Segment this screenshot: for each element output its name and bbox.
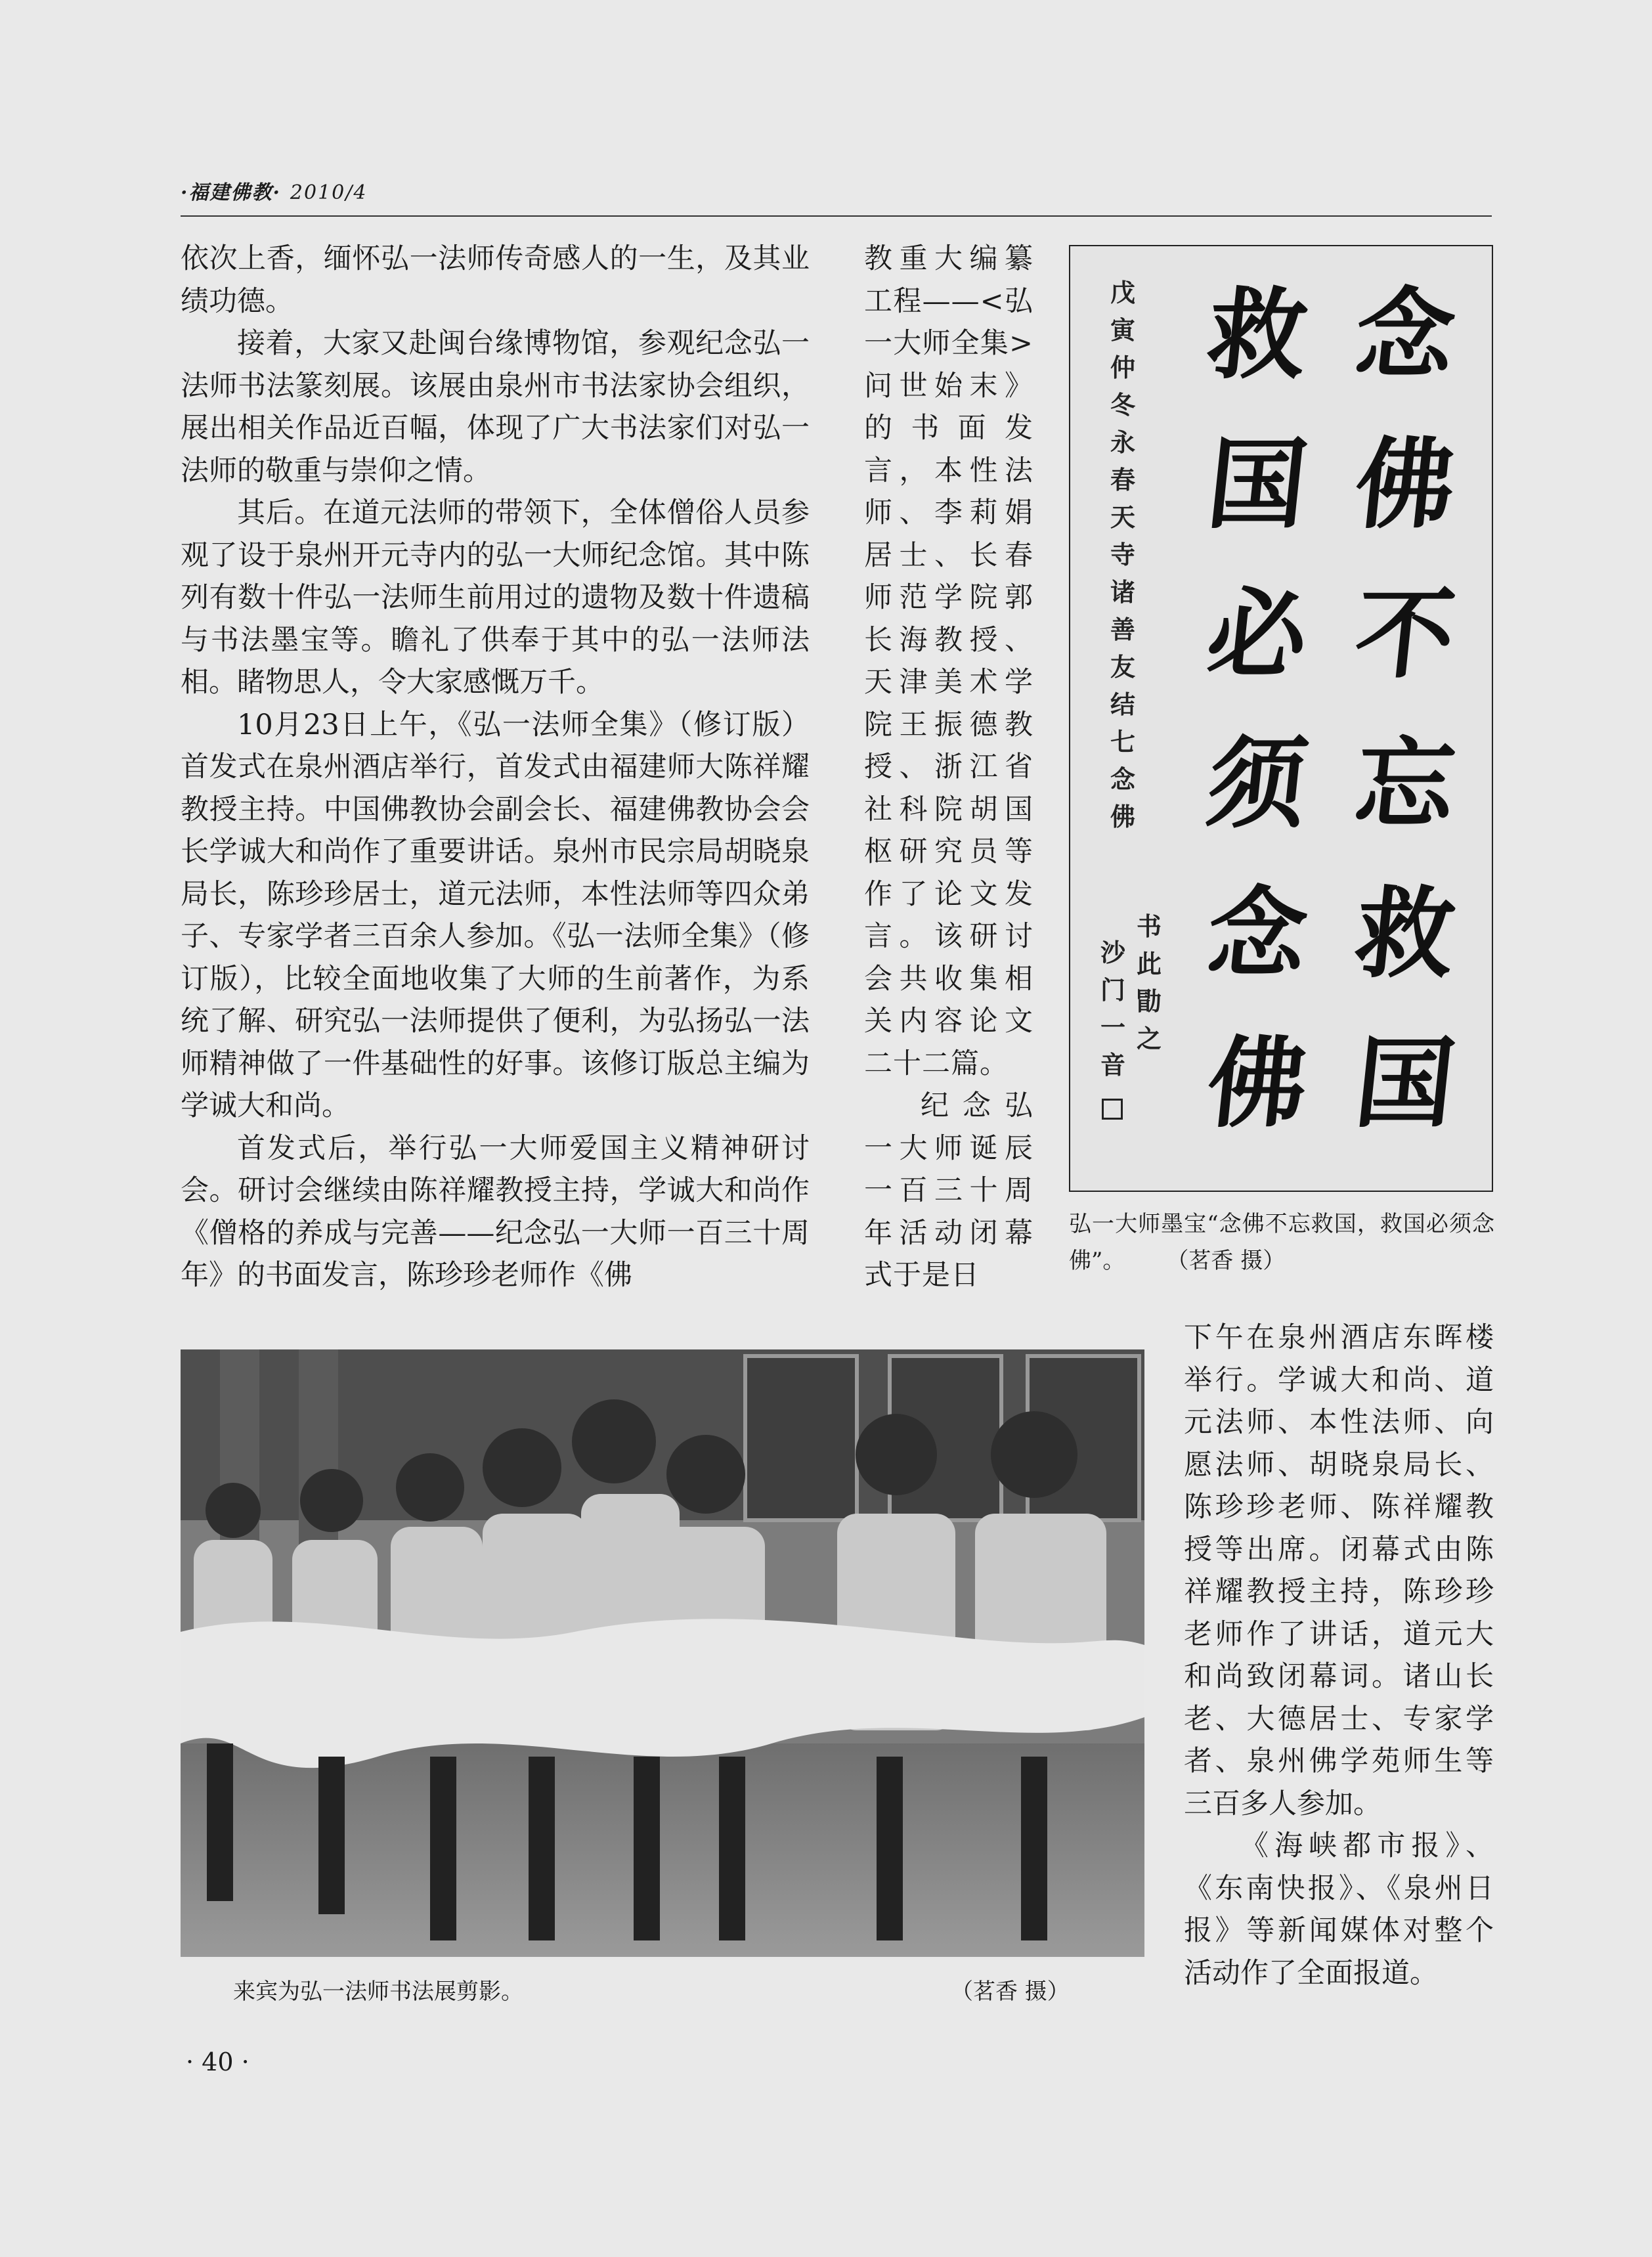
inscription-char: 结 — [1110, 690, 1135, 719]
seal-stamp — [1102, 1099, 1123, 1120]
paragraph: 纪念弘一大师诞辰一百三十周年活动闭幕式于是日 — [864, 1089, 1033, 1292]
calligraphy-char: 救 — [1202, 277, 1313, 393]
calligraphy-char: 必 — [1202, 577, 1313, 692]
ribbon-cutting-photo — [181, 1349, 1144, 1957]
calligraphy-char: 忘 — [1349, 726, 1461, 842]
calligraphy-char: 国 — [1349, 1026, 1461, 1141]
calligraphy-char: 救 — [1349, 876, 1461, 992]
photo-caption: 来宾为弘一法师书法展剪影。 — [233, 1979, 523, 2005]
inscription-char: 善 — [1110, 615, 1135, 644]
paragraph: 接着，大家又赴闽台缘博物馆，参观纪念弘一法师书法篆刻展。该展由泉州市书法家协会组织，展出相关作品近百幅，体现了广大书法家们对弘一法师的敬重与崇仰之情。 — [181, 327, 810, 487]
paragraph: 教重大编纂工程——<弘一大师全集>问世始末》的书面发言，本性法师、李莉娟居士、长春师范学院郭长海教授、天津美术学院王振德教授、浙江省社科院胡国枢研究员等作了论文发言。该研讨会共收集相关内容论文二十二篇。 — [864, 242, 1033, 1080]
paragraph: 其后。在道元法师的带领下，全体僧俗人员参观了设于泉州开元寺内的弘一大师纪念馆。其中陈列有数十件弘一法师生前用过的遗物及数十件遗稿与书法墨宝等。瞻礼了供奉于其中的弘一法师法相。睹物思人，令大家感慨万千。 — [181, 496, 810, 699]
inscription-char: 勖 — [1136, 986, 1162, 1016]
inscription-char: 天 — [1110, 502, 1135, 532]
inscription-char: 之 — [1136, 1024, 1162, 1053]
paragraph: 10月23日上午，《弘一法师全集》（修订版）首发式在泉州酒店举行，首发式由福建师大陈祥耀教授主持。中国佛教协会副会长、福建佛教协会会长学诚大和尚作了重要讲话。泉州市民宗局胡晓泉局长，陈珍珍居士，道元法师，本性法师等四众弟子、专家学者三百余人参加。《弘一法师全集》（修订版），比较全面地收集了大师的生前著作，为系统了解、研究弘一法师提供了便利，为弘扬弘一法师精神做了一件基础性的好事。该修订版总主编为学诚大和尚。 — [181, 708, 810, 1122]
inscription-char: 音 — [1100, 1050, 1125, 1080]
inscription-char: 寺 — [1110, 540, 1135, 569]
paragraph: 首发式后，举行弘一大师爱国主义精神研讨会。研讨会继续由陈祥耀教授主持，学诚大和尚作《僧格的养成与完善——纪念弘一大师一百三十周年》的书面发言，陈珍珍老师作《佛 — [181, 1131, 810, 1292]
inscription-char: 念 — [1110, 764, 1135, 794]
calligraphy-caption — [1069, 1206, 1494, 1279]
calligraphy-char: 不 — [1349, 577, 1461, 692]
inscription-char: 春 — [1110, 465, 1135, 494]
page-number: · 40 · — [186, 2048, 250, 2076]
text-column-middle — [864, 238, 1033, 1297]
journal-name: ·福建佛教· — [181, 181, 281, 204]
inscription-char: 友 — [1110, 652, 1135, 682]
inscription-char: 诸 — [1110, 577, 1135, 607]
paragraph: 依次上香，缅怀弘一法师传奇感人的一生，及其业绩功德。 — [181, 242, 810, 318]
paragraph: 《海峡都市报》、《东南快报》、《泉州日报》等新闻媒体对整个活动作了全面报道。 — [1184, 1830, 1494, 1990]
inscription-char: 戊 — [1110, 278, 1135, 307]
inscription-char: 佛 — [1110, 802, 1135, 831]
header-rule — [181, 215, 1492, 217]
inscription-char: 七 — [1110, 727, 1135, 756]
caption-credit: （茗香 摄） — [1177, 1248, 1286, 1274]
inscription-char: 冬 — [1110, 390, 1135, 420]
inscription-char: 一 — [1100, 1013, 1125, 1042]
calligraphy-char: 佛 — [1202, 1026, 1313, 1141]
paragraph: 下午在泉州酒店东晖楼举行。学诚大和尚、道元法师、本性法师、向愿法师、胡晓泉局长、陈珍珍老师、陈祥耀教授等出席。闭幕式由陈祥耀教授主持，陈珍珍老师作了讲话，道元大和尚致闭幕词。诸山长老、大德居士、专家学者、泉州佛学苑师生等三百多人参加。 — [1184, 1321, 1494, 1820]
caption-text: 弘一大师墨宝“念佛不忘救国，救国必须念佛”。 — [1069, 1211, 1494, 1274]
calligraphy-char: 须 — [1202, 726, 1313, 842]
calligraphy-image — [1069, 245, 1493, 1192]
photo-credit: （茗香 摄） — [951, 1979, 1070, 2005]
text-column-left — [181, 238, 810, 1297]
inscription-char: 此 — [1136, 949, 1162, 978]
running-header — [181, 176, 367, 205]
calligraphy-char: 国 — [1202, 427, 1313, 542]
inscription-char: 沙 — [1100, 938, 1125, 967]
inscription-char: 仲 — [1110, 353, 1135, 382]
calligraphy-char: 念 — [1349, 277, 1461, 393]
calligraphy-char: 佛 — [1349, 427, 1461, 542]
inscription-char: 门 — [1100, 975, 1125, 1005]
photo-illustration — [181, 1349, 1144, 1957]
inscription-char: 书 — [1136, 911, 1162, 941]
calligraphy-char: 念 — [1202, 876, 1313, 992]
inscription-char: 寅 — [1110, 315, 1135, 345]
inscription-char: 永 — [1110, 427, 1135, 457]
issue-date: 2010/4 — [290, 181, 368, 204]
text-column-right — [1184, 1317, 1494, 1994]
